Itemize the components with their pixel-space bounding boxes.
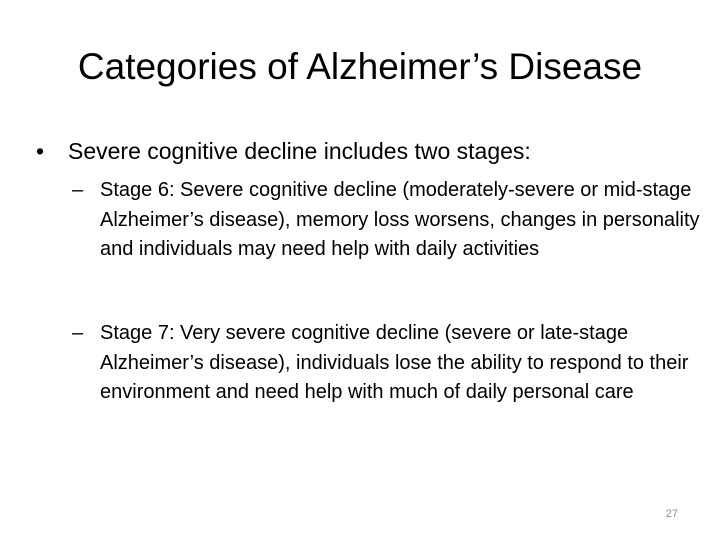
dash-marker: –: [72, 179, 84, 201]
main-bullet-text: Severe cognitive decline includes two stages:: [68, 138, 531, 164]
sub-bullet-text: Stage 7: Very severe cognitive decline (severe or late-stage Alzheimer’s disease), individuals lose the ability to respond to their environment and need help with much of daily personal care: [100, 322, 689, 403]
sub-bullet-text: Stage 6: Severe cognitive decline (moderately-severe or mid-stage Alzheimer’s disease), memory loss worsens, changes in personality and individuals may need help with daily activities: [100, 179, 700, 260]
bullet-marker: •: [36, 138, 45, 164]
sub-bullet-stage-6: [72, 176, 702, 265]
slide-title: Categories of Alzheimer’s Disease: [77, 46, 643, 87]
sub-bullet-stage-7: [72, 319, 702, 408]
page-number: 27: [665, 508, 678, 520]
dash-marker: –: [72, 322, 84, 344]
main-bullet: [36, 134, 696, 168]
